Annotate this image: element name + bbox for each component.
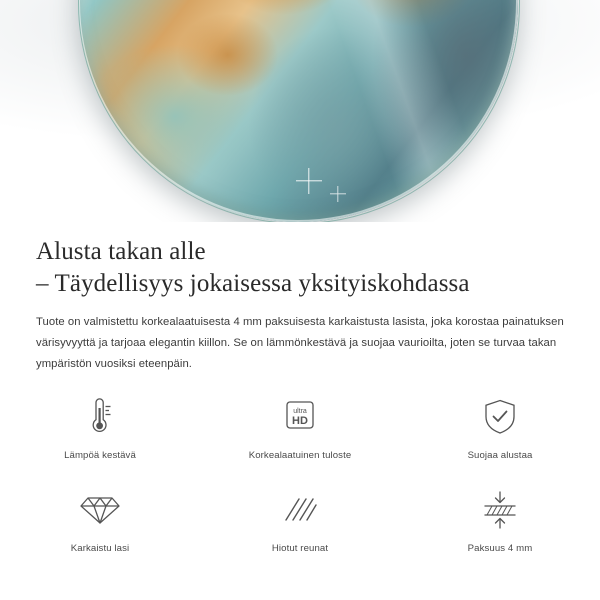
body-paragraph: Tuote on valmistettu korkealaatuisesta 4 mm paksuisesta karkaistusta lasista, joka korostaa painatuksen värisyvyyttä ja tarjoaa elegantin kiillon. Se on lämmönkestävä ja suojaa vaurioilta, joten se turvaa takan ympäristön vuosiksi eteenpäin. — [36, 316, 564, 370]
feature-label: Lämpöä kestävä — [64, 450, 136, 461]
svg-text:HD: HD — [292, 415, 308, 427]
ultra-hd-icon — [273, 390, 327, 444]
feature-label: Korkealaatuinen tuloste — [248, 450, 352, 461]
thickness-arrows-icon — [473, 483, 527, 537]
page-title — [0, 222, 600, 300]
feature-label: Suojaa alustaa — [467, 450, 533, 461]
svg-text:ultra: ultra — [293, 408, 307, 415]
feature-item-high-quality-print — [200, 390, 400, 461]
content-block — [0, 222, 600, 375]
feature-item-protects-surface — [400, 390, 600, 461]
feature-label: Karkaistu lasi — [70, 543, 130, 554]
shield-check-icon — [473, 390, 527, 444]
feature-item-tempered-glass — [0, 483, 200, 554]
thermometer-icon — [73, 390, 127, 444]
feature-item-heat-resistant — [0, 390, 200, 461]
polished-edges-icon — [273, 483, 327, 537]
feature-grid — [0, 390, 600, 554]
headline-line-1: Alusta takan alle — [36, 238, 206, 265]
glass-plate-image — [78, 0, 518, 222]
hero-image — [0, 0, 600, 222]
feature-label: Paksuus 4 mm — [467, 543, 533, 554]
headline-line-2: – Täydellisyys jokaisessa yksityiskohdassa — [36, 270, 470, 297]
diamond-icon — [73, 483, 127, 537]
feature-label: Hiotut reunat — [271, 543, 329, 554]
feature-item-thickness — [400, 483, 600, 554]
feature-item-polished-edges — [200, 483, 400, 554]
